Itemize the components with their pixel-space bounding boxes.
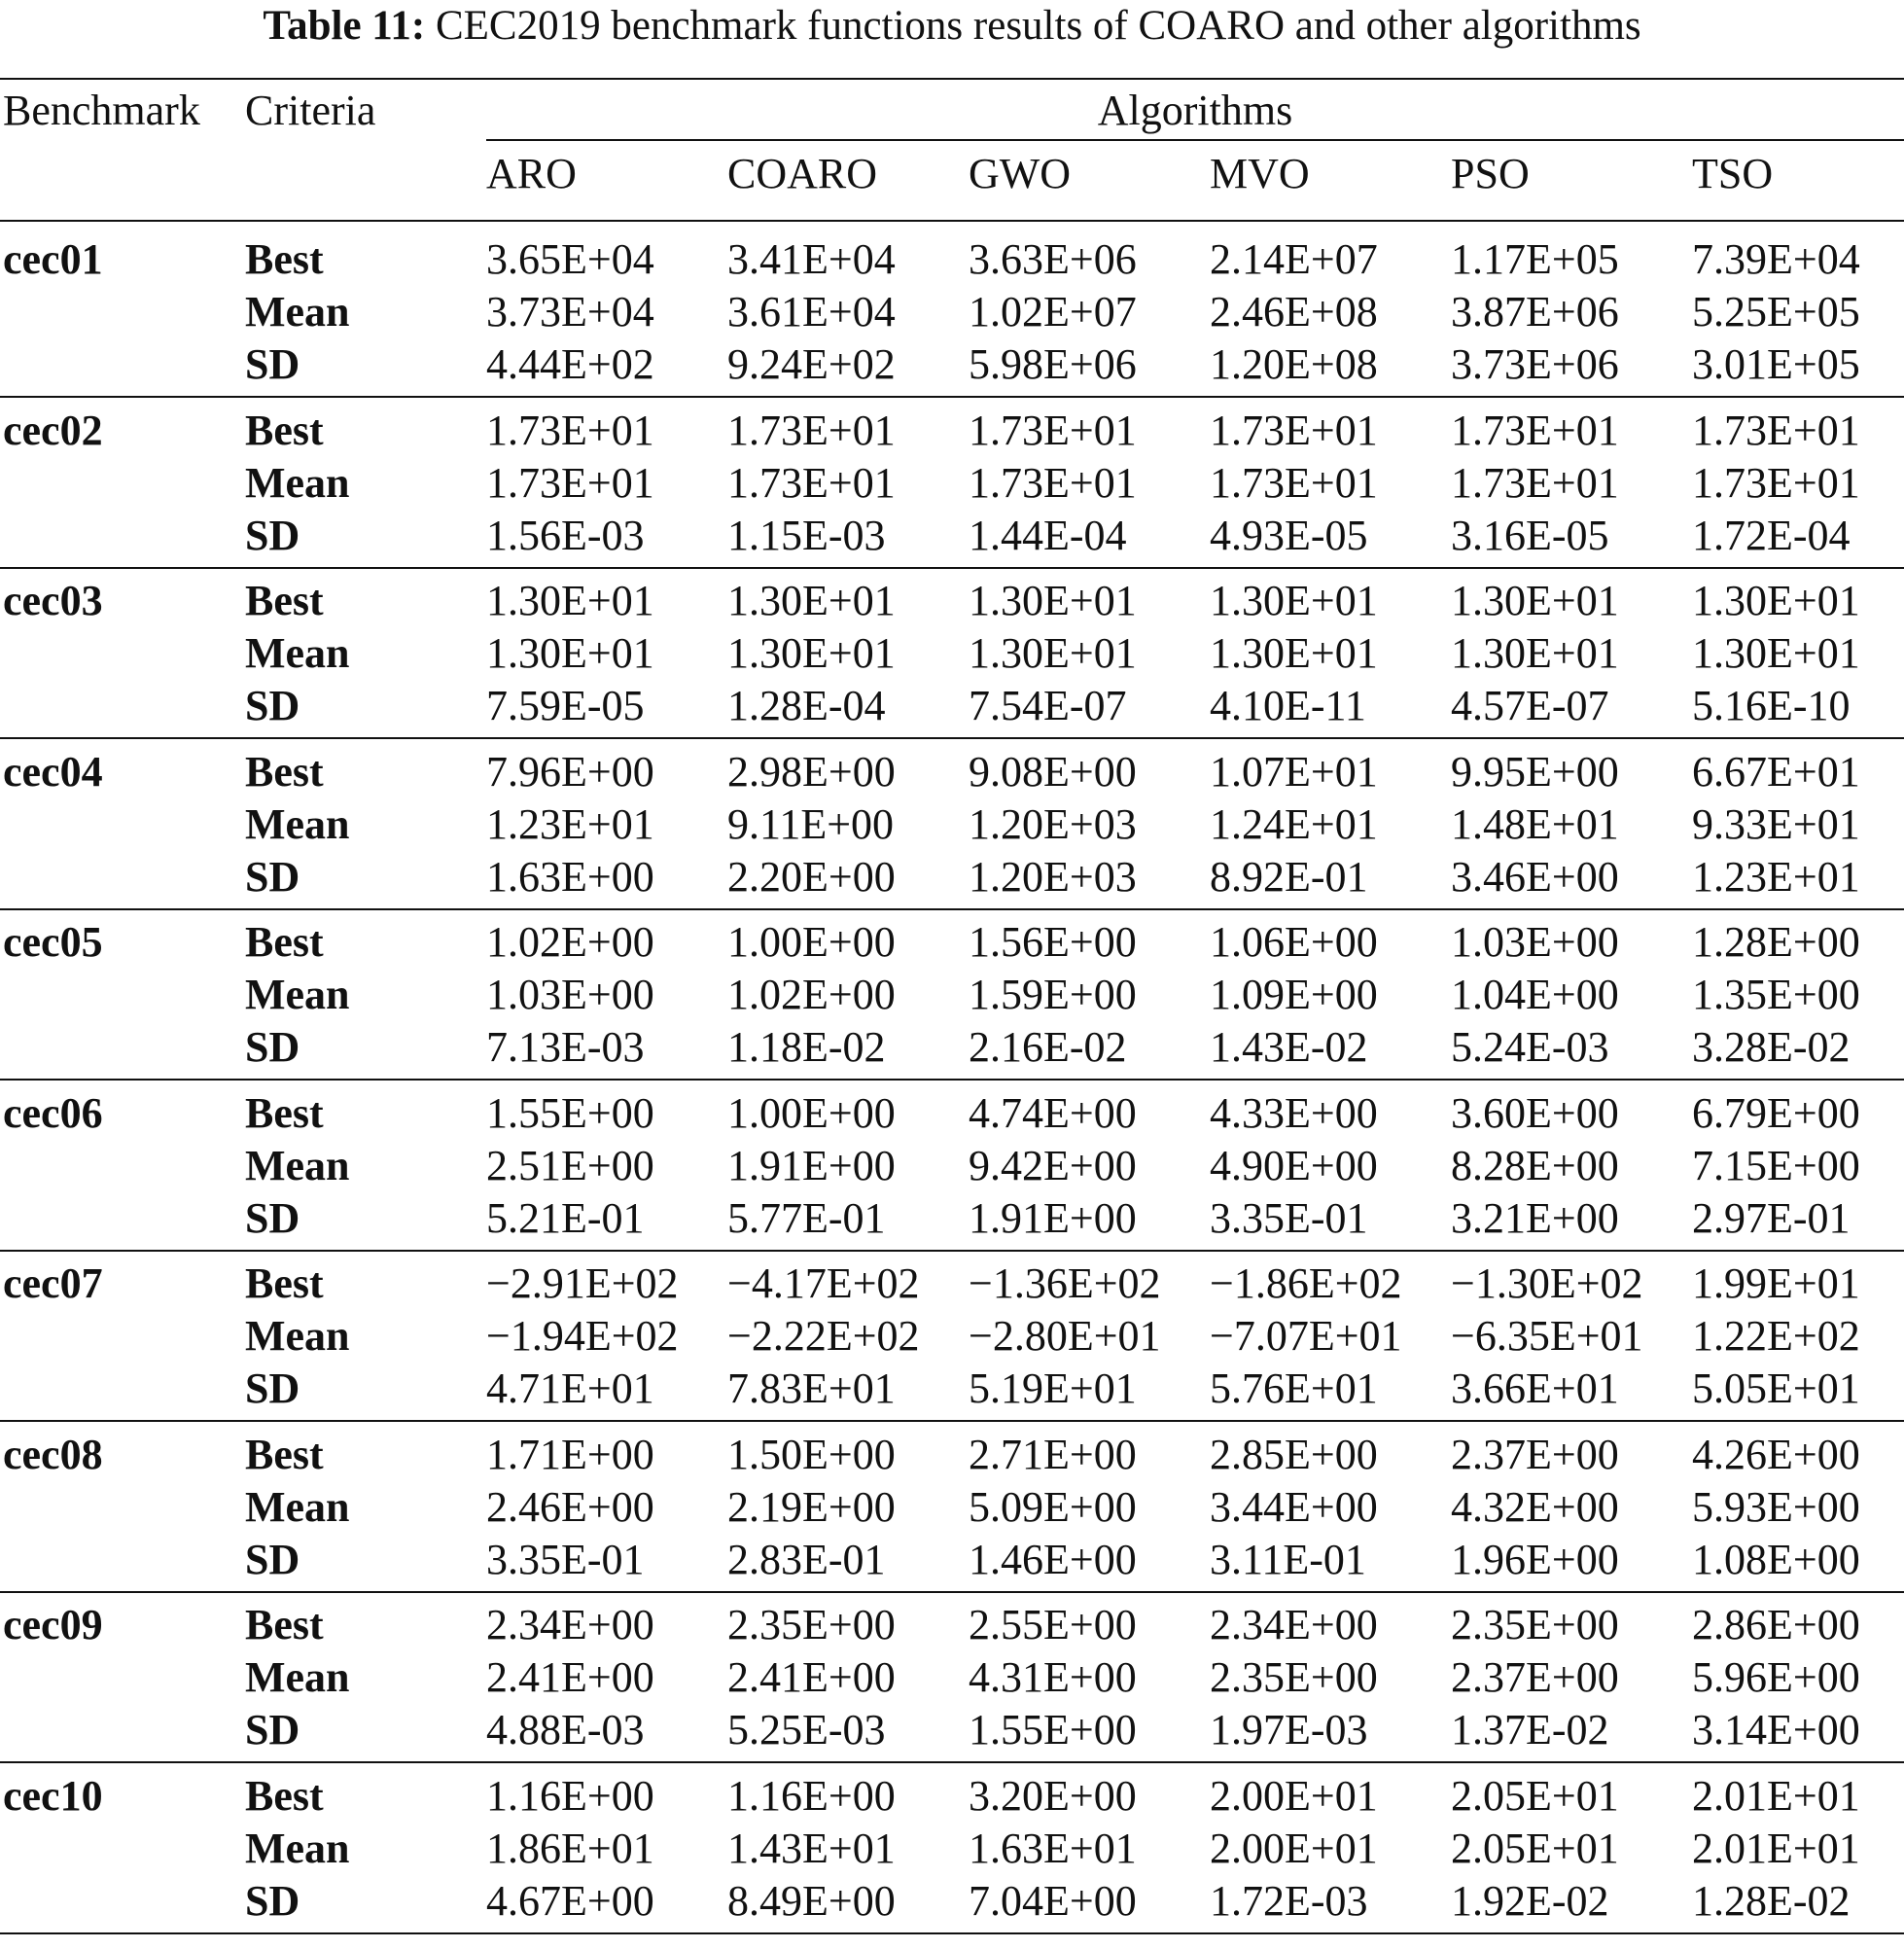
table-cell: −7.07E+01 [1210,1312,1402,1360]
table-cell: 5.19E+01 [969,1364,1137,1412]
table-cell: 2.01E+01 [1692,1772,1860,1820]
table-cell: 4.93E-05 [1210,512,1368,559]
table-cell: −2.22E+02 [727,1312,920,1360]
group-rule [0,567,1904,569]
table-cell: 1.06E+00 [1210,918,1378,966]
table-cell: 4.33E+00 [1210,1089,1378,1137]
table-cell: 1.44E-04 [969,512,1127,559]
table-cell: 4.71E+01 [486,1364,654,1412]
table-cell: 3.61E+04 [727,288,896,336]
table-cell: 1.73E+01 [969,407,1137,454]
table-cell: 1.59E+00 [969,971,1137,1018]
table-cell: 1.73E+01 [1210,459,1378,507]
table-cell: 2.37E+00 [1451,1431,1619,1478]
table-cell: 1.09E+00 [1210,971,1378,1018]
table-cell: 2.46E+08 [1210,288,1378,336]
table-caption [0,2,1904,51]
table-cell: 1.73E+01 [1692,459,1860,507]
table-cell: 8.49E+00 [727,1877,896,1925]
table-cell: 1.73E+01 [486,407,654,454]
table-cell: 2.41E+00 [486,1653,654,1701]
table-cell: 5.24E-03 [1451,1023,1609,1071]
group-rule [0,737,1904,739]
table-cell: 1.72E-04 [1692,512,1851,559]
benchmark-label: cec03 [3,577,103,624]
criteria-label: Best [245,235,324,283]
table-cell: 1.56E+00 [969,918,1137,966]
table-cell: 1.55E+00 [486,1089,654,1137]
table-cell: 1.22E+02 [1692,1312,1860,1360]
table-cell: 5.21E-01 [486,1194,645,1242]
table-cell: 2.34E+00 [486,1601,654,1648]
table-cell: 2.35E+00 [727,1601,896,1648]
header-algorithm-coaro: COARO [727,150,878,197]
group-rule [0,1932,1904,1934]
table-cell: 1.73E+01 [1210,407,1378,454]
table-cell: 3.35E-01 [1210,1194,1368,1242]
criteria-label: Mean [245,971,350,1018]
table-cell: 1.07E+01 [1210,748,1378,796]
benchmark-label: cec05 [3,918,103,966]
table-cell: 5.16E-10 [1692,682,1851,729]
table-cell: 4.67E+00 [486,1877,654,1925]
criteria-label: Best [245,407,324,454]
table-cell: 7.13E-03 [486,1023,645,1071]
header-algorithm-aro: ARO [486,150,577,197]
table-cell: 2.05E+01 [1451,1825,1619,1872]
table-cell: 1.43E-02 [1210,1023,1368,1071]
table-cell: 1.30E+01 [486,629,654,677]
table-cell: −1.36E+02 [969,1259,1161,1307]
table-cell: 3.66E+01 [1451,1364,1619,1412]
table-cell: 2.16E-02 [969,1023,1127,1071]
table-cell: 9.24E+02 [727,340,896,388]
table-cell: −6.35E+01 [1451,1312,1643,1360]
table-cell: 2.14E+07 [1210,235,1378,283]
table-cell: 1.30E+01 [727,577,896,624]
table-cell: 2.37E+00 [1451,1653,1619,1701]
table-cell: 2.83E-01 [727,1536,886,1583]
table-cell: −2.80E+01 [969,1312,1161,1360]
table-cell: 1.91E+00 [969,1194,1137,1242]
criteria-label: Mean [245,629,350,677]
table-cell: 7.39E+04 [1692,235,1860,283]
table-cell: 1.46E+00 [969,1536,1137,1583]
criteria-label: SD [245,1706,300,1754]
table-cell: 4.74E+00 [969,1089,1137,1137]
table-cell: −1.30E+02 [1451,1259,1643,1307]
table-cell: 1.55E+00 [969,1706,1137,1754]
table-cell: 1.97E-03 [1210,1706,1368,1754]
header-criteria: Criteria [245,87,376,134]
table-cell: 2.97E-01 [1692,1194,1851,1242]
table-cell: 1.30E+01 [969,629,1137,677]
table-cell: 3.11E-01 [1210,1536,1366,1583]
table-cell: 1.03E+00 [486,971,654,1018]
table-cell: 3.28E-02 [1692,1023,1851,1071]
table-cell: 1.91E+00 [727,1142,896,1189]
table-cell: 1.73E+01 [1451,459,1619,507]
criteria-label: Best [245,1431,324,1478]
table-cell: 1.16E+00 [727,1772,896,1820]
benchmark-label: cec07 [3,1259,103,1307]
benchmark-label: cec02 [3,407,103,454]
table-cell: 3.21E+00 [1451,1194,1619,1242]
table-cell: 1.43E+01 [727,1825,896,1872]
table-cell: 1.04E+00 [1451,971,1619,1018]
group-rule [0,908,1904,910]
criteria-label: Best [245,577,324,624]
table-cell: 1.56E-03 [486,512,645,559]
table-cell: 1.00E+00 [727,918,896,966]
criteria-label: SD [245,340,300,388]
table-cell: 9.42E+00 [969,1142,1137,1189]
benchmark-label: cec08 [3,1431,103,1478]
table-cell: 3.44E+00 [1210,1483,1378,1531]
table-cell: 2.98E+00 [727,748,896,796]
table-cell: 1.28E-02 [1692,1877,1851,1925]
criteria-label: Best [245,918,324,966]
table-cell: 5.05E+01 [1692,1364,1860,1412]
table-cell: 2.05E+01 [1451,1772,1619,1820]
table-cell: 9.95E+00 [1451,748,1619,796]
criteria-label: SD [245,1023,300,1071]
table-cell: −1.94E+02 [486,1312,679,1360]
table-cell: 4.44E+02 [486,340,654,388]
group-rule [0,396,1904,398]
algorithms-group-rule [486,139,1904,141]
table-cell: 1.20E+03 [969,800,1137,848]
criteria-label: Mean [245,1483,350,1531]
criteria-label: SD [245,1536,300,1583]
header-benchmark: Benchmark [3,87,200,134]
table-cell: 1.02E+00 [727,971,896,1018]
table-cell: 1.35E+00 [1692,971,1860,1018]
criteria-label: Mean [245,1312,350,1360]
benchmark-label: cec10 [3,1772,103,1820]
criteria-label: SD [245,853,300,901]
table-cell: 7.15E+00 [1692,1142,1860,1189]
criteria-label: Best [245,1089,324,1137]
table-cell: 1.30E+01 [969,577,1137,624]
table-cell: 1.30E+01 [1451,629,1619,677]
table-cell: 1.73E+01 [1692,407,1860,454]
table-cell: 5.77E-01 [727,1194,886,1242]
table-cell: 1.15E-03 [727,512,886,559]
table-cell: 1.30E+01 [486,577,654,624]
table-cell: 4.31E+00 [969,1653,1137,1701]
table-cell: 1.73E+01 [727,459,896,507]
table-cell: 1.20E+08 [1210,340,1378,388]
table-cell: 1.63E+01 [969,1825,1137,1872]
table-cell: 9.08E+00 [969,748,1137,796]
table-cell: 1.30E+01 [727,629,896,677]
table-cell: 5.76E+01 [1210,1364,1378,1412]
table-cell: 2.01E+01 [1692,1825,1860,1872]
table-cell: 3.35E-01 [486,1536,645,1583]
table-cell: 5.96E+00 [1692,1653,1860,1701]
table-cell: 3.46E+00 [1451,853,1619,901]
table-cell: 1.00E+00 [727,1089,896,1137]
table-cell: 1.24E+01 [1210,800,1378,848]
table-cell: 2.51E+00 [486,1142,654,1189]
table-cell: 3.41E+04 [727,235,896,283]
benchmark-label: cec01 [3,235,103,283]
table-cell: 1.30E+01 [1210,629,1378,677]
table-cell: 1.73E+01 [727,407,896,454]
table-cell: 1.99E+01 [1692,1259,1860,1307]
table-cell: 1.30E+01 [1692,629,1860,677]
table-cell: 1.73E+01 [486,459,654,507]
table-cell: 1.28E-04 [727,682,886,729]
header-algorithm-gwo: GWO [969,150,1072,197]
table-cell: 1.28E+00 [1692,918,1860,966]
table-cell: 3.87E+06 [1451,288,1619,336]
table-cell: 1.23E+01 [486,800,654,848]
header-algorithm-pso: PSO [1451,150,1530,197]
criteria-label: Mean [245,1653,350,1701]
table-cell: 1.37E-02 [1451,1706,1609,1754]
table-cell: 1.63E+00 [486,853,654,901]
table-cell: 4.32E+00 [1451,1483,1619,1531]
table-cell: 2.41E+00 [727,1653,896,1701]
group-rule [0,1420,1904,1422]
header-algorithms-group: Algorithms [1097,87,1293,134]
table-cell: 1.18E-02 [727,1023,886,1071]
table-cell: 4.57E-07 [1451,682,1609,729]
table-cell: 1.50E+00 [727,1431,896,1478]
table-cell: 4.26E+00 [1692,1431,1860,1478]
table-cell: 4.90E+00 [1210,1142,1378,1189]
table-cell: 5.25E-03 [727,1706,886,1754]
criteria-label: Mean [245,288,350,336]
criteria-label: Best [245,748,324,796]
table-cell: 7.96E+00 [486,748,654,796]
table-cell: 3.65E+04 [486,235,654,283]
table-cell: 2.00E+01 [1210,1772,1378,1820]
table-cell: 5.25E+05 [1692,288,1860,336]
table-cell: 1.17E+05 [1451,235,1619,283]
table-cell: 2.55E+00 [969,1601,1137,1648]
table-cell: 3.60E+00 [1451,1089,1619,1137]
header-algorithm-mvo: MVO [1210,150,1310,197]
table-cell: 5.98E+06 [969,340,1137,388]
table-cell: 3.73E+06 [1451,340,1619,388]
table-cell: 1.02E+07 [969,288,1137,336]
table-cell: −1.86E+02 [1210,1259,1402,1307]
benchmark-label: cec09 [3,1601,103,1648]
table-cell: 9.11E+00 [727,800,895,848]
header-algorithm-tso: TSO [1692,150,1774,197]
table-cell: 2.20E+00 [727,853,896,901]
table-cell: 1.30E+01 [1210,577,1378,624]
table-cell: 4.88E-03 [486,1706,645,1754]
criteria-label: Best [245,1259,324,1307]
table-cell: 3.20E+00 [969,1772,1137,1820]
table-cell: 7.54E-07 [969,682,1127,729]
table-cell: 3.16E-05 [1451,512,1609,559]
criteria-label: SD [245,682,300,729]
criteria-label: SD [245,1877,300,1925]
criteria-label: SD [245,1364,300,1412]
table-cell: 2.19E+00 [727,1483,896,1531]
table-cell: −4.17E+02 [727,1259,920,1307]
table-cell: 7.04E+00 [969,1877,1137,1925]
criteria-label: SD [245,512,300,559]
table-cell: 9.33E+01 [1692,800,1860,848]
table-cell: 2.46E+00 [486,1483,654,1531]
criteria-label: Mean [245,459,350,507]
table-cell: 1.08E+00 [1692,1536,1860,1583]
table-cell: 1.30E+01 [1692,577,1860,624]
table-cell: 1.73E+01 [969,459,1137,507]
top-rule [0,78,1904,80]
table-cell: 2.00E+01 [1210,1825,1378,1872]
criteria-label: SD [245,1194,300,1242]
table-cell: 2.35E+00 [1451,1601,1619,1648]
table-cell: 1.92E-02 [1451,1877,1609,1925]
table-cell: 1.23E+01 [1692,853,1860,901]
criteria-label: Best [245,1772,324,1820]
table-cell: 7.83E+01 [727,1364,896,1412]
table-cell: 1.86E+01 [486,1825,654,1872]
table-cell: 3.73E+04 [486,288,654,336]
group-rule [0,1079,1904,1081]
table-cell: 8.28E+00 [1451,1142,1619,1189]
group-rule [0,1761,1904,1763]
table-cell: 1.96E+00 [1451,1536,1619,1583]
caption-label: Table 11: [263,3,426,49]
group-rule [0,1250,1904,1252]
table-cell: 3.01E+05 [1692,340,1860,388]
table-cell: 1.02E+00 [486,918,654,966]
table-cell: 1.20E+03 [969,853,1137,901]
table-cell: −2.91E+02 [486,1259,679,1307]
table-cell: 1.72E-03 [1210,1877,1368,1925]
table-cell: 1.03E+00 [1451,918,1619,966]
table-cell: 3.14E+00 [1692,1706,1860,1754]
table-cell: 7.59E-05 [486,682,645,729]
group-rule [0,1591,1904,1593]
table-cell: 5.93E+00 [1692,1483,1860,1531]
table-cell: 2.85E+00 [1210,1431,1378,1478]
criteria-label: Mean [245,1142,350,1189]
table-cell: 5.09E+00 [969,1483,1137,1531]
table-cell: 1.48E+01 [1451,800,1619,848]
criteria-label: Mean [245,800,350,848]
table-cell: 1.73E+01 [1451,407,1619,454]
caption-text: CEC2019 benchmark functions results of COARO and other algorithms [435,3,1641,49]
table-cell: 2.86E+00 [1692,1601,1860,1648]
criteria-label: Mean [245,1825,350,1872]
criteria-label: Best [245,1601,324,1648]
table-cell: 8.92E-01 [1210,853,1368,901]
table-cell: 1.71E+00 [486,1431,654,1478]
table-cell: 1.16E+00 [486,1772,654,1820]
table-cell: 6.67E+01 [1692,748,1860,796]
table-cell: 2.34E+00 [1210,1601,1378,1648]
table-cell: 3.63E+06 [969,235,1137,283]
table-cell: 2.35E+00 [1210,1653,1378,1701]
table-cell: 6.79E+00 [1692,1089,1860,1137]
table-cell: 2.71E+00 [969,1431,1137,1478]
benchmark-label: cec04 [3,748,103,796]
table-cell: 4.10E-11 [1210,682,1366,729]
benchmark-label: cec06 [3,1089,103,1137]
header-bottom-rule [0,220,1904,222]
table-cell: 1.30E+01 [1451,577,1619,624]
